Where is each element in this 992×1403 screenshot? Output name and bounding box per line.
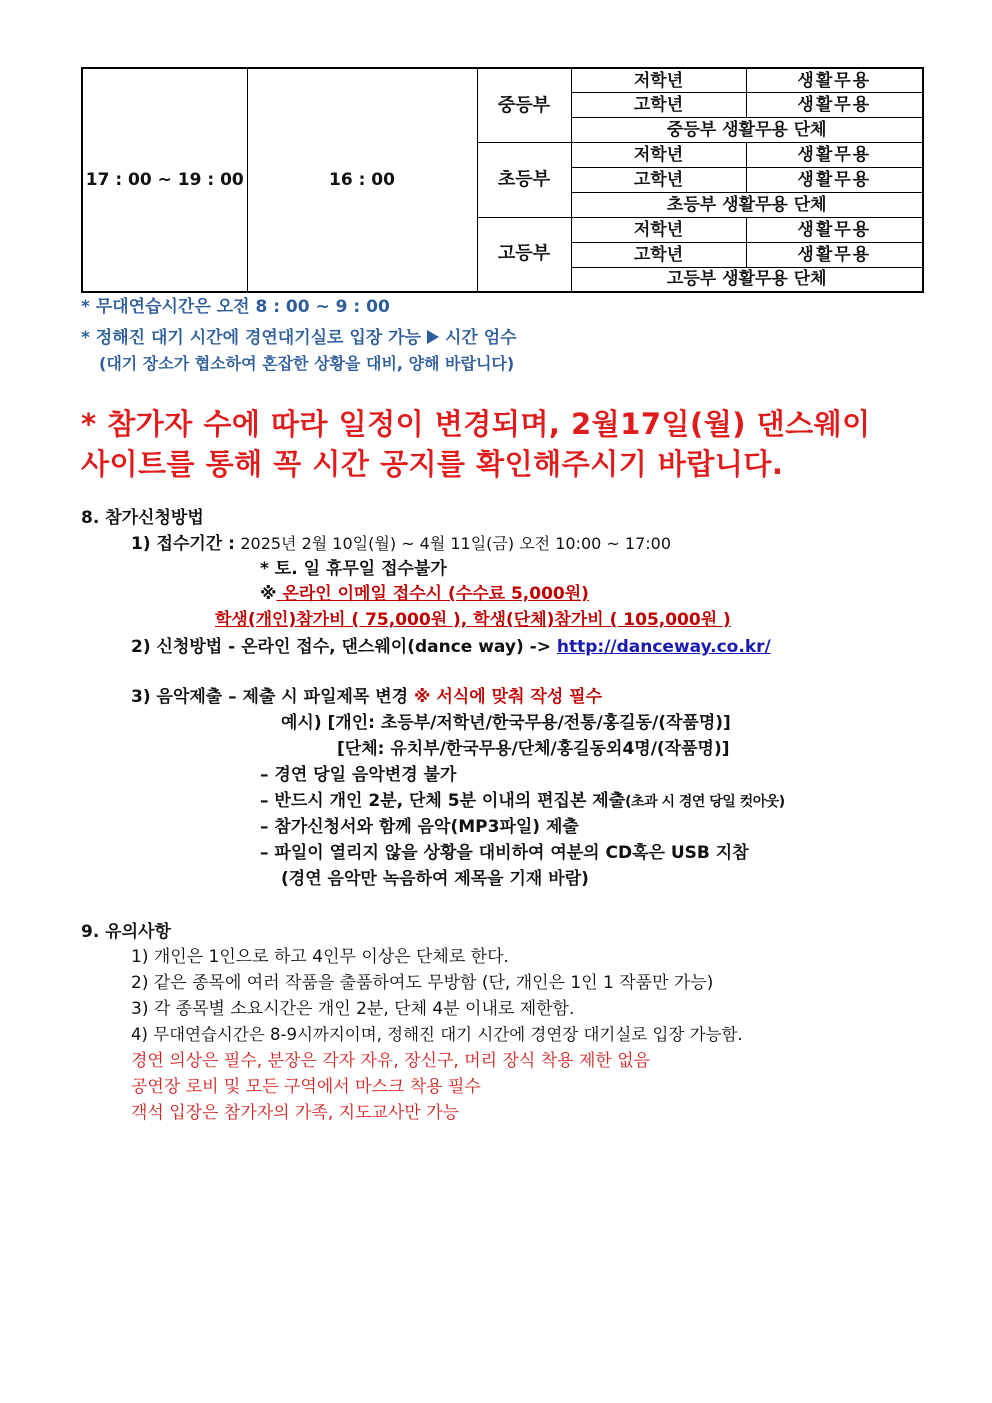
category-cell: 생활무용	[746, 168, 923, 193]
grade-cell: 고학년	[571, 242, 746, 267]
caution-item: 4) 무대연습시간은 8-9시까지이며, 정해진 대기 시간에 경연장 대기실로 입장 가능함.	[131, 1025, 743, 1044]
fees-note: 학생(개인)참가비 ( 75,000원 ), 학생(단체)참가비 ( 105,000원 )	[215, 610, 731, 630]
section9-title: 9. 유의사항	[81, 922, 171, 942]
rule-length	[260, 790, 785, 813]
waiting-note-sub: (대기 장소가 협소하여 혼잡한 상황을 대비, 양해 바랍니다)	[99, 354, 515, 373]
online-fee-row	[260, 583, 589, 605]
caution-red-item: 경연 의상은 필수, 분장은 각자 자유, 장신구, 머리 장식 착용 제한 없음	[131, 1051, 651, 1071]
category-cell: 생활무용	[746, 242, 923, 267]
rule-backup-note: (경연 음악만 녹음하여 제목을 기재 바람)	[281, 869, 589, 889]
category-cell: 생활무용	[746, 143, 923, 168]
example-individual: 예시) [개인: 초등부/저학년/한국무용/전통/홍길동/(작품명)]	[281, 713, 731, 733]
danceway-link[interactable]: http://danceway.co.kr/	[556, 637, 771, 657]
music-row	[131, 686, 602, 708]
group-cell: 중등부 생활무용 단체	[571, 118, 923, 143]
reference-mark: ※	[260, 584, 277, 604]
example-group: [단체: 유치부/한국무용/단체/홍길동외4명/(작품명)]	[337, 739, 730, 759]
online-fee-note: 온라인 이메일 접수시 (수수료 5,000원)	[276, 584, 589, 604]
music-required: ※ 서식에 맞춰 작성 필수	[414, 687, 603, 707]
rule-length-note: (초과 시 경연 당일 컷아웃)	[625, 794, 785, 810]
schedule-table	[81, 67, 924, 293]
group-cell: 초등부 생활무용 단체	[571, 192, 923, 217]
weekend-note: * 토. 일 휴무일 접수불가	[260, 559, 447, 579]
method-label: 2) 신청방법 - 온라인 접수, 댄스웨이(dance way) ->	[131, 637, 557, 657]
group-cell: 고등부 생활무용 단체	[571, 267, 923, 292]
rule-length-text: – 반드시 개인 2분, 단체 5분 이내의 편집본 제출	[260, 791, 626, 811]
grade-cell: 고학년	[571, 168, 746, 193]
division-high: 고등부	[477, 217, 571, 292]
section8-title: 8. 참가신청방법	[81, 508, 204, 528]
method-row	[131, 636, 771, 658]
division-elementary: 초등부	[477, 143, 571, 218]
caution-item: 2) 같은 종목에 여러 작품을 출품하여도 무방함 (단, 개인은 1인 1 작품만 가능)	[131, 973, 714, 993]
grade-cell: 저학년	[571, 143, 746, 168]
caution-item: 3) 각 종목별 소요시간은 개인 2분, 단체 4분 이내로 제한함.	[131, 999, 575, 1019]
waiting-note-strict: 시간 엄수	[445, 328, 517, 348]
rule-backup: – 파일이 열리지 않을 상황을 대비하여 여분의 CD혹은 USB 지참	[260, 843, 749, 863]
category-cell: 생활무용	[746, 217, 923, 242]
period-label: 1) 접수기간 :	[131, 534, 235, 554]
category-cell: 생활무용	[746, 93, 923, 118]
period-value: 2025년 2월 10일(월) ~ 4월 11일(금) 오전 10:00 ~ 17:00	[240, 534, 672, 553]
grade-cell: 저학년	[571, 217, 746, 242]
rule-no-change: – 경연 당일 음악변경 불가	[260, 765, 457, 785]
notice-line-2: 사이트를 통해 꼭 시간 공지를 확인해주시기 바랍니다.	[81, 447, 784, 481]
wait-time-cell: 16 : 00	[247, 68, 477, 292]
notice-line-1: * 참가자 수에 따라 일정이 변경되며, 2월17일(월) 댄스웨이	[81, 407, 871, 441]
division-middle: 중등부	[477, 68, 571, 143]
rehearsal-note: * 무대연습시간은 오전 8 : 00 ~ 9 : 00	[81, 297, 390, 317]
waiting-note-text: * 정해진 대기 시간에 경연대기실로 입장 가능	[81, 328, 421, 348]
time-range-cell: 17 : 00 ~ 19 : 00	[82, 68, 247, 292]
caution-item: 1) 개인은 1인으로 하고 4인무 이상은 단체로 한다.	[131, 947, 509, 967]
category-cell: 생활무용	[746, 68, 923, 93]
waiting-note	[81, 327, 517, 349]
caution-red-item: 객석 입장은 참가자의 가족, 지도교사만 가능	[131, 1103, 460, 1123]
grade-cell: 저학년	[571, 68, 746, 93]
rule-mp3: – 참가신청서와 함께 음악(MP3파일) 제출	[260, 817, 579, 837]
grade-cell: 고학년	[571, 93, 746, 118]
music-label: 3) 음악제출 – 제출 시 파일제목 변경	[131, 687, 415, 707]
caution-red-item: 공연장 로비 및 모든 구역에서 마스크 착용 필수	[131, 1077, 481, 1097]
period-row	[131, 533, 671, 555]
play-triangle-icon	[427, 330, 439, 344]
